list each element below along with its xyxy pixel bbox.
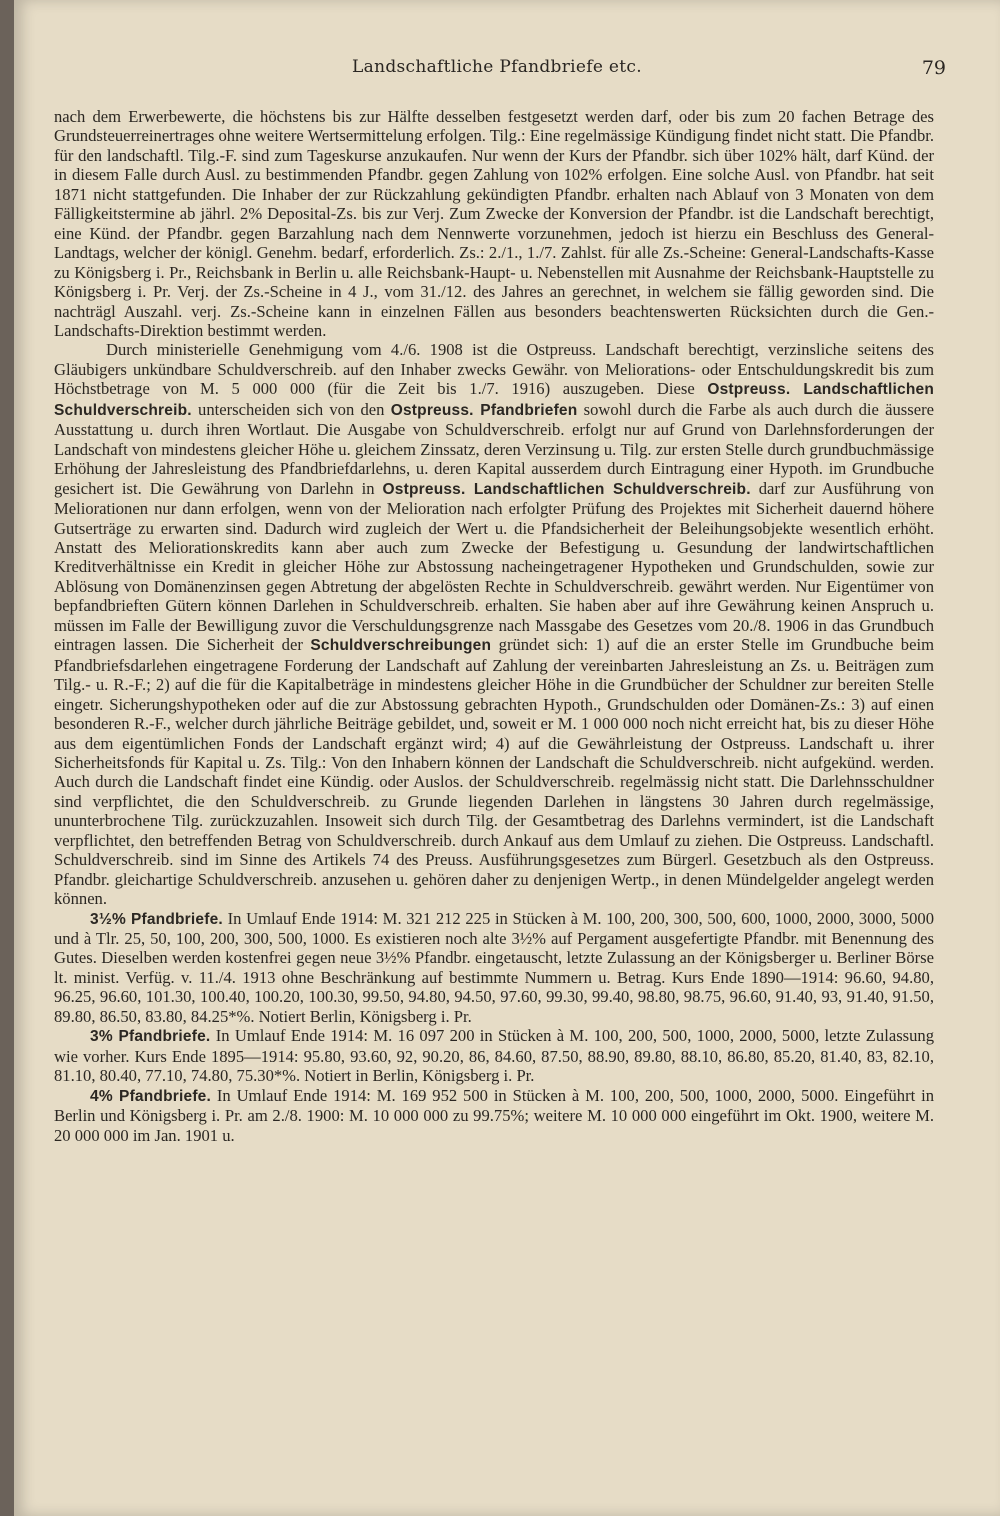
page-number: 79 [921,57,946,79]
bold-term: Schuldverschreibungen [310,637,492,655]
running-header [54,57,946,83]
section-heading: 3½% Pfandbriefe. [90,910,223,928]
paragraph-3-pct-pfandbriefe: 3% Pfandbriefe. In Umlauf Ende 1914: M. 16 097 200 in Stücken à M. 100, 200, 500, 1000, 2000, 5000, letzte Zulassung wie vorher. Kurs Ende 1895—1914: 95.80, 93.60, 92, 90.20, 86, 84.60, 87.50, 88.90, 89.80, 88.10, 86.80, 85.20, 81.40, 83, 82.10, 81.10, 80.40, 77.10, 74.80, 75.30*%. Notiert in Berlin, Königsberg i. Pr. [54,1026,934,1086]
bold-term: Ostpreuss. Landschaftlichen Schuldverschreib. [54,381,934,419]
running-title: Landschaftliche Pfandbriefe etc. [352,57,642,77]
page-body [54,107,934,1145]
bold-term: Ostpreuss. Pfandbriefen [390,401,578,419]
paragraph-3-5-pct-pfandbriefe: 3½% Pfandbriefe. In Umlauf Ende 1914: M. 321 212 225 in Stücken à M. 100, 200, 300, 500, 600, 1000, 2000, 3000, 5000 und à Tlr. 25, 50, 100, 200, 300, 500, 1000. Es existieren noch alte 3½% auf Pergament ausgefertigte Pfandbr. mit Benennung des Gutes. Dieselben werden kostenfrei gegen neue 3½% Pfandbr. eingetauscht, letzte Zulassung an der Königsberger u. Berliner Börse lt. minist. Verfüg. v. 11./4. 1913 ohne Beschränkung auf bestimmte Nummern u. Betrag. Kurs Ende 1890—1914: 96.60, 94.80, 96.25, 96.60, 101.30, 100.40, 100.20, 100.30, 99.50, 94.80, 94.50, 97.60, 99.30, 99.40, 98.80, 98.75, 96.60, 91.40, 93, 91.40, 91.50, 89.80, 86.50, 83.80, 84.25*%. Notiert Berlin, Königsberg i. Pr. [54,908,934,1026]
bold-term: Ostpreuss. Landschaftlichen Schuldverschreib. [382,480,751,498]
section-heading: 3% Pfandbriefe. [90,1028,211,1046]
book-page [14,0,1000,1516]
paragraph-schuldverschreibungen: Durch ministerielle Genehmigung vom 4./6. 1908 ist die Ostpreuss. Landschaft berechtigt, verzinsliche seitens des Gläubigers unkündbare Schuldverschreib. auf den Inhaber zwecks Gewähr. von Meliorations- oder Entschuldungskredit bis zum Höchstbetrage von M. 5 000 000 (für die Zeit bis 1./7. 1916) auszugeben. Diese Ostpreuss. Landschaftlichen Schuldverschreib. unterscheiden sich von den Ostpreuss. Pfandbriefen sowohl durch die Farbe als auch durch die äussere Ausstattung u. durch ihren Wortlaut. Die Ausgabe von Schuldverschreib. erfolgt nur auf Grund von Darlehnsforderungen der Landschaft von mindestens gleicher Höhe u. gleichem Zinssatz, deren Verzinsung u. Tilg. zur ersten Stelle durch grundbuchmässige Erhöhung der Jahresleistung des Pfandbriefdarlehns, u. deren Kapital ausserdem durch Eintragung einer Hypoth. im Grundbuche gesichert ist. Die Gewährung von Darlehn in Ostpreuss. Landschaftlichen Schuldverschreib. darf zur Ausführung von Meliorationen nur dann erfolgen, wenn von der Melioration nach erfolgter Prüfung des Projektes mit Sicherheit dauernd höhere Gutserträge zu erwarten sind. Dadurch wird zugleich der Wert u. die Pfandsicherheit der Beleihungsobjekte wesentlich erhöht. Anstatt des Meliorationskredits kann aber auch zum Zwecke der Befestigung u. Gesundung der landwirtschaftlichen Kreditverhältnisse ein Kredit in gleicher Höhe zur Abstossung nacheingetragener Hypotheken und Grundschulden, sowie zur Ablösung von Domänenzinsen gegen Abtretung der abgelösten Rechte in Schuldverschreib. gewährt werden. Nur Eigentümer von bepfandbrieften Gütern können Darlehen in Schuldverschreib. erhalten. Sie haben aber auf ihre Gewährung keinen Anspruch u. müssen im Falle der Bewilligung zuvor die Verschuldungsgrenze nach Massgabe des Gesetzes vom 20./8. 1906 in das Grundbuch eintragen lassen. Die Sicherheit der Schuldverschreibungen gründet sich: 1) auf die an erster Stelle im Grundbuche beim Pfandbriefsdarlehen eingetragene Forderung der Landschaft auf Zahlung der vereinbarten Jahresleistung an Zs. u. Beiträgen zum Tilg.- u. R.-F.; 2) auf die für die Kapitalbeträge in mindestens gleicher Höhe in die Grundbücher der Schuldner zur bereiten Stelle eingetr. Sicherungshypotheken oder auf die zur Abstossung gebrachten Hypoth., Grundschulden oder Domänen-Zs.: 3) auf einen besonderen R.-F., welcher durch jährliche Beiträge gebildet, und, soweit er M. 1 000 000 noch nicht erreicht hat, bis zu dieser Höhe aus dem eigentümlichen Fonds der Landschaft ergänzt wird; 4) auf die Gewährleistung der Ostpreuss. Landschaft u. ihrer Sicherheitsfonds für Kapital u. Zs. Tilg.: Von den Inhabern können der Landschaft die Schuldverschreib. nicht aufgekünd. werden. Auch durch die Landschaft findet eine Kündig. oder Auslos. der Schuldverschreib. regelmässig nicht statt. Die Darlehnsschuldner sind verpflichtet, die den Schuldverschreib. zu Grunde liegenden Darlehen in längstens 30 Jahren durch regelmässige, ununterbrochene Tilg. zurückzuzahlen. Insoweit sich durch Tilg. der Gesamtbetrag des Darlehns vermindert, ist die Landschaft verpflichtet, den betreffenden Betrag von Schuldverschreib. durch Ankauf aus dem Umlauf zu ziehen. Die Ostpreuss. Landschaftl. Schuldverschreib. sind im Sinne des Artikels 74 des Preuss. Ausführungsgesetzes zum Bürgerl. Gesetzbuch als den Ostpreuss. Pfandbr. gleichartige Schuldverschreib. anzusehen u. gehören daher zu denjenigen Wertp., in denen Mündelgelder angelegt werden können. [54,340,934,909]
section-heading: 4% Pfandbriefe. [90,1087,212,1105]
paragraph-4-pct-pfandbriefe: 4% Pfandbriefe. In Umlauf Ende 1914: M. 169 952 500 in Stücken à M. 100, 200, 500, 1000, 2000, 5000. Eingeführt in Berlin und Königsberg i. Pr. am 2./8. 1900: M. 10 000 000 zu 99.75%; weitere M. 10 000 000 eingeführt im Okt. 1900, weitere M. 20 000 000 im Jan. 1901 u. [54,1085,935,1145]
paragraph-mortgage-rules: nach dem Erwerbewerte, die höchstens bis zur Hälfte desselben festgesetzt werden darf, oder bis zum 20 fachen Betrage des Grundsteuerreinertrages ohne weitere Wertsermittelung erfolgen. Tilg.: Eine regelmässige Kündigung findet nicht statt. Die Pfandbr. für den landschaftl. Tilg.-F. sind zum Tageskurse anzukaufen. Nur wenn der Kurs der Pfandbr. sich über 102% hält, darf Künd. der in diesem Falle durch Ausl. zu bestimmenden Pfandbr. gegen Zahlung von 102% erfolgen. Eine solche Ausl. von Pfandbr. hat seit 1871 nicht stattgefunden. Die Inhaber der zur Rückzahlung gekündigten Pfandbr. erhalten nach Ablauf von 3 Monaten von dem Fälligkeitstermine ab jährl. 2% Deposital-Zs. bis zur Verj. Zum Zwecke der Konversion der Pfandbr. ist die Landschaft berechtigt, eine Künd. der Pfandbr. gegen Barzahlung nach dem Nennwerte vorzunehmen, jedoch ist hierzu ein Beschluss des General-Landtags, welcher der königl. Genehm. bedarf, erforderlich. Zs.: 2./1., 1./7. Zahlst. für alle Zs.-Scheine: General-Landschafts-Kasse zu Königsberg i. Pr., Reichsbank in Berlin u. alle Reichsbank-Haupt- u. Nebenstellen mit Ausnahme der Reichsbank-Hauptstelle zu Königsberg i. Pr. Verj. der Zs.-Scheine in 4 J., vom 31./12. des Jahres an gerechnet, in welchem sie fällig geworden sind. Die nachträgl Auszahl. verj. Zs.-Scheine kann in einzelnen Fällen aus besonders beachtenswerten Rücksichten durch die Gen.-Landschafts-Direktion bestimmt werden. [54,107,934,340]
